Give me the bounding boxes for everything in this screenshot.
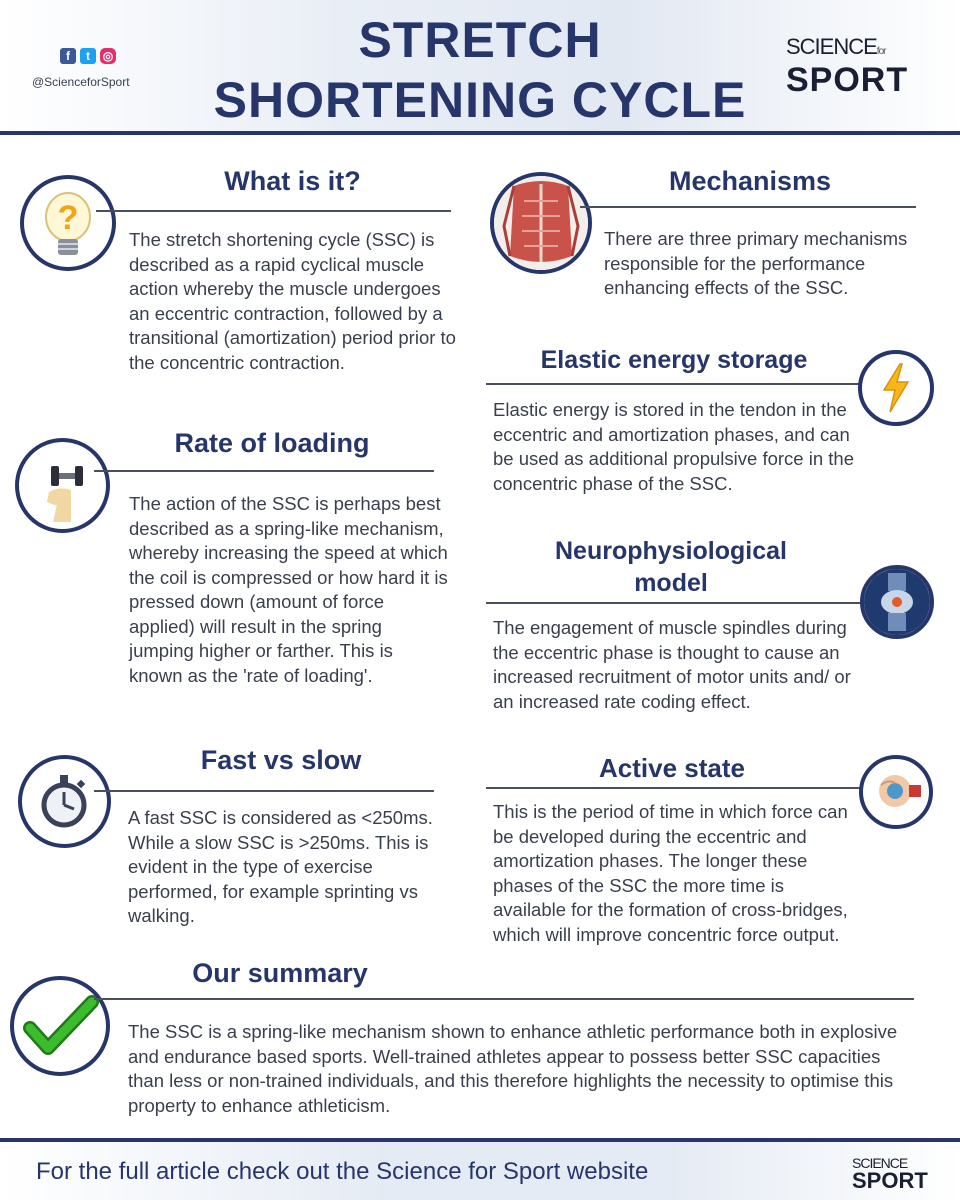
social-icons <box>60 48 116 64</box>
instagram-icon[interactable]: ◎ <box>100 48 116 64</box>
rate-of-loading-rule <box>94 470 434 472</box>
mechanisms-rule <box>580 206 916 208</box>
svg-text:?: ? <box>57 199 79 237</box>
muscle-anatomy-icon <box>490 172 592 274</box>
active-state-rule <box>486 787 866 789</box>
summary-title: Our summary <box>192 958 368 988</box>
twitter-icon[interactable]: t <box>80 48 96 64</box>
what-is-it-rule <box>96 210 451 212</box>
active-state-text: This is the period of time in which force can be developed during the eccentric and amortization phases. The longer these phases of the SSC the more time is available for the formation of cross-bridges, which will improve concentric force output. <box>493 801 848 945</box>
muscle-spindle-icon <box>860 565 934 639</box>
hand-grip-icon <box>859 755 933 829</box>
dumbbell-arm-icon <box>15 438 110 533</box>
page-title-line2: SHORTENING CYCLE <box>213 72 747 128</box>
elastic-energy-rule <box>486 383 866 385</box>
rate-of-loading-text: The action of the SSC is perhaps best described as a spring-like mechanism, whereby increasing the speed at which the coil is compressed or how hard it is pressed down (amount of force applied) will result in the spring jumping higher or farther. This is known as the 'rate of loading'. <box>129 493 448 686</box>
elastic-energy-text: Elastic energy is stored in the tendon in the eccentric and amortization phases, and can be used as additional propulsive force in the concentric phase of the SSC. <box>493 399 854 494</box>
lightbulb-question-icon <box>20 175 116 271</box>
footer-banner <box>0 1138 960 1200</box>
active-state-title: Active state <box>599 753 745 783</box>
summary-rule <box>94 998 914 1000</box>
neuro-title <box>506 535 836 599</box>
fast-vs-slow-title: Fast vs slow <box>200 745 362 775</box>
logo-science: SCIENCE <box>786 34 877 59</box>
neuro-rule <box>486 602 866 604</box>
rate-of-loading-title: Rate of loading <box>174 428 370 458</box>
fast-vs-slow-text: A fast SSC is considered as <250ms. While a slow SSC is >250ms. This is evident in the type of exercise performed, for example sprinting vs walking. <box>128 807 433 926</box>
neuro-title-line1: Neurophysiological <box>555 537 787 565</box>
footer-logo <box>852 1156 928 1192</box>
what-is-it-text: The stretch shortening cycle (SSC) is described as a rapid cyclical muscle action whereby the muscle undergoes an eccentric contraction, followed by a transitional (amortization) period prior to the concentric contraction. <box>129 229 456 373</box>
page-title-line1: STRETCH <box>358 12 602 68</box>
neuro-title-line2: model <box>634 569 708 597</box>
footer-cta-text[interactable]: For the full article check out the Science for Sport website <box>36 1158 649 1185</box>
what-is-it-title: What is it? <box>224 166 361 196</box>
header-banner <box>0 0 960 135</box>
footer-logo-science: SCIENCE <box>852 1155 908 1171</box>
checkmark-icon <box>10 976 110 1076</box>
logo-sport: SPORT <box>786 61 909 99</box>
stopwatch-icon <box>18 755 111 848</box>
page-title <box>180 10 780 130</box>
lightning-icon <box>858 350 934 426</box>
elastic-energy-title: Elastic energy storage <box>540 346 808 374</box>
footer-logo-sport: SPORT <box>852 1168 928 1193</box>
logo-for: for <box>876 46 886 57</box>
summary-text: The SSC is a spring-like mechanism shown to enhance athletic performance both in explosive and endurance based sports. Well-trained athletes appear to possess better SSC capacities than less or non-trained individuals, and this therefore highlights the necessity to optimise this property to enhance athleticism. <box>128 1021 898 1116</box>
mechanisms-text: There are three primary mechanisms responsible for the performance enhancing effects of the SSC. <box>604 228 908 298</box>
mechanisms-title: Mechanisms <box>668 166 832 196</box>
social-handle: @ScienceforSport <box>32 75 130 89</box>
science-for-sport-logo <box>786 34 936 99</box>
facebook-icon[interactable]: f <box>60 48 76 64</box>
neuro-text: The engagement of muscle spindles during the eccentric phase is thought to cause an increased recruitment of motor units and/ or an increased rate coding effect. <box>493 617 851 712</box>
fast-vs-slow-rule <box>94 790 434 792</box>
